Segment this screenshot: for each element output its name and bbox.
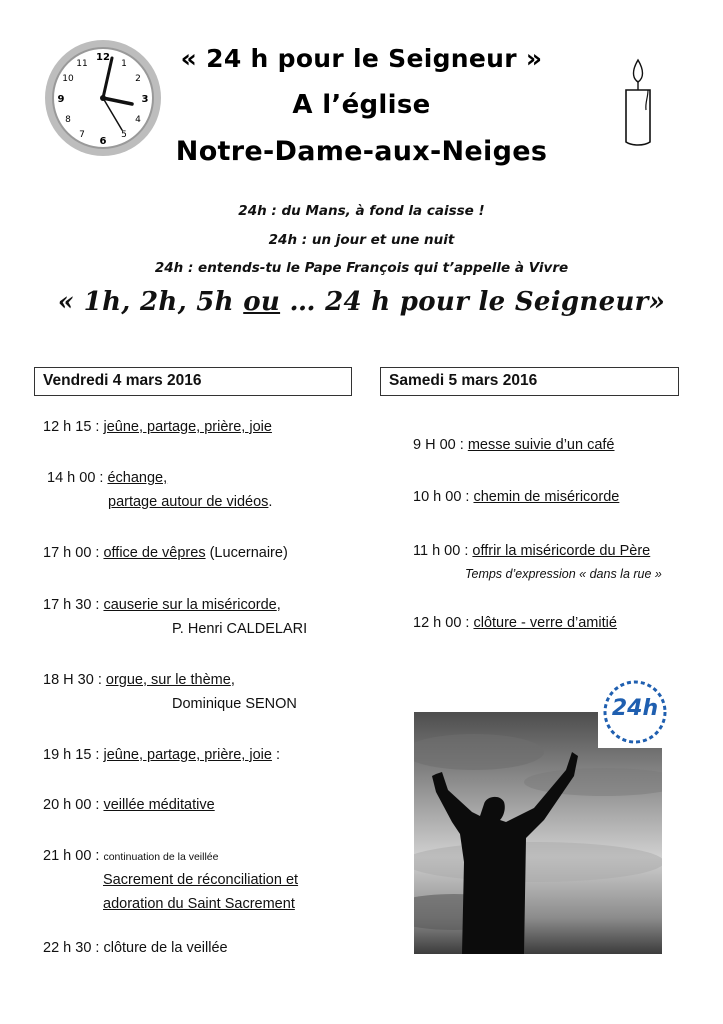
24h-badge-label: 24h: [611, 696, 659, 721]
event-time: 11 h 00 :: [413, 543, 473, 559]
event-time: 19 h 15 :: [43, 747, 104, 763]
svg-text:2: 2: [135, 74, 141, 84]
event-time: 20 h 00 :: [43, 797, 104, 813]
svg-text:4: 4: [135, 115, 141, 125]
event-title-continued: partage autour de vidéos: [108, 494, 269, 510]
event-title: office de vêpres: [103, 545, 206, 561]
svg-text:8: 8: [65, 115, 71, 125]
event-small-note: continuation de la veillée: [103, 851, 219, 863]
svg-text:7: 7: [79, 130, 85, 140]
event-time: 22 h 30 :: [43, 940, 104, 956]
svg-text:11: 11: [76, 59, 88, 69]
event-time: 12 h 00 :: [413, 615, 474, 631]
saturday-event-3-note: Temps d’expression « dans la rue »: [465, 567, 662, 581]
event-time: 17 h 00 :: [43, 545, 104, 561]
saturday-event-3: [413, 543, 650, 559]
friday-event-1: [43, 419, 272, 435]
event-title: causerie sur la miséricorde: [103, 597, 277, 613]
slogan-underlined: ou: [243, 287, 281, 317]
friday-heading: Vendredi 4 mars 2016: [34, 367, 352, 396]
saturday-event-4: [413, 615, 617, 631]
event-time: 10 h 00 :: [413, 489, 474, 505]
24h-badge: [598, 676, 672, 748]
svg-text:6: 6: [99, 136, 107, 147]
title-line-1: « 24 h pour le Seigneur »: [180, 44, 543, 73]
friday-event-2-line-2: [108, 494, 272, 510]
event-title: veillée méditative: [103, 797, 215, 813]
event-title: Sacrement de réconciliation et: [103, 872, 299, 888]
friday-event-7: [43, 797, 215, 813]
event-title: offrir la miséricorde du Père: [472, 543, 651, 559]
slogan-part-1: « 1h, 2h, 5h: [57, 287, 244, 317]
friday-event-8-line-3: [103, 896, 295, 912]
friday-event-4: [43, 597, 281, 613]
event-title: messe suivie d’un café: [467, 437, 615, 453]
event-punctuation: ,: [230, 672, 235, 688]
event-time: 21 h 00 :: [43, 848, 104, 864]
praise-silhouette: [414, 712, 662, 954]
friday-event-6: [43, 747, 280, 763]
saturday-heading: Samedi 5 mars 2016: [380, 367, 679, 396]
event-time: 14 h 00 :: [47, 470, 108, 486]
event-title: échange,: [107, 470, 168, 486]
title-line-2: A l’église: [292, 90, 431, 120]
friday-event-5: [43, 672, 235, 688]
friday-event-4-speaker: P. Henri CALDELARI: [172, 621, 308, 637]
svg-text:5: 5: [121, 130, 127, 140]
saturday-event-2: [413, 489, 619, 505]
svg-text:1: 1: [121, 59, 127, 69]
event-time: 9 H 00 :: [413, 437, 468, 453]
event-time: 17 h 30 :: [43, 597, 104, 613]
event-note: (Lucernaire): [205, 545, 288, 561]
friday-event-8-line-2: [103, 872, 298, 888]
event-punctuation: :: [271, 747, 281, 763]
slogan-part-2: … 24 h pour le Seigneur»: [280, 287, 666, 317]
event-punctuation: ,: [276, 597, 281, 613]
event-time: 18 H 30 :: [43, 672, 106, 688]
event-punctuation: .: [268, 494, 273, 510]
friday-event-3: [43, 545, 288, 561]
event-title: clôture de la veillée: [103, 940, 228, 956]
event-title: clôture - verre d’amitié: [473, 615, 617, 631]
title-line-3: Notre-Dame-aux-Neiges: [175, 136, 548, 167]
slogan: [0, 287, 723, 317]
friday-event-2: [47, 470, 167, 486]
event-title: orgue, sur le thème: [105, 672, 231, 688]
saturday-event-1: [413, 437, 615, 453]
tagline-2: 24h : un jour et une nuit: [268, 232, 455, 248]
svg-text:3: 3: [141, 94, 149, 105]
tagline-1: 24h : du Mans, à fond la caisse !: [238, 203, 485, 219]
event-title: jeûne, partage, prière, joie: [103, 419, 272, 435]
tagline-3: 24h : entends-tu le Pape François qui t’appelle à Vivre: [154, 260, 569, 276]
friday-event-9: [43, 940, 228, 956]
praise-photo: [414, 712, 662, 954]
svg-text:9: 9: [57, 94, 65, 105]
friday-event-8: [43, 848, 218, 864]
event-title: jeûne, partage, prière, joie: [103, 747, 272, 763]
svg-text:12: 12: [96, 52, 110, 63]
event-title-continued: adoration du Saint Sacrement: [103, 896, 295, 912]
event-title: chemin de miséricorde: [473, 489, 620, 505]
event-time: 12 h 15 :: [43, 419, 104, 435]
friday-event-5-speaker: Dominique SENON: [172, 696, 297, 712]
svg-text:10: 10: [62, 74, 74, 84]
